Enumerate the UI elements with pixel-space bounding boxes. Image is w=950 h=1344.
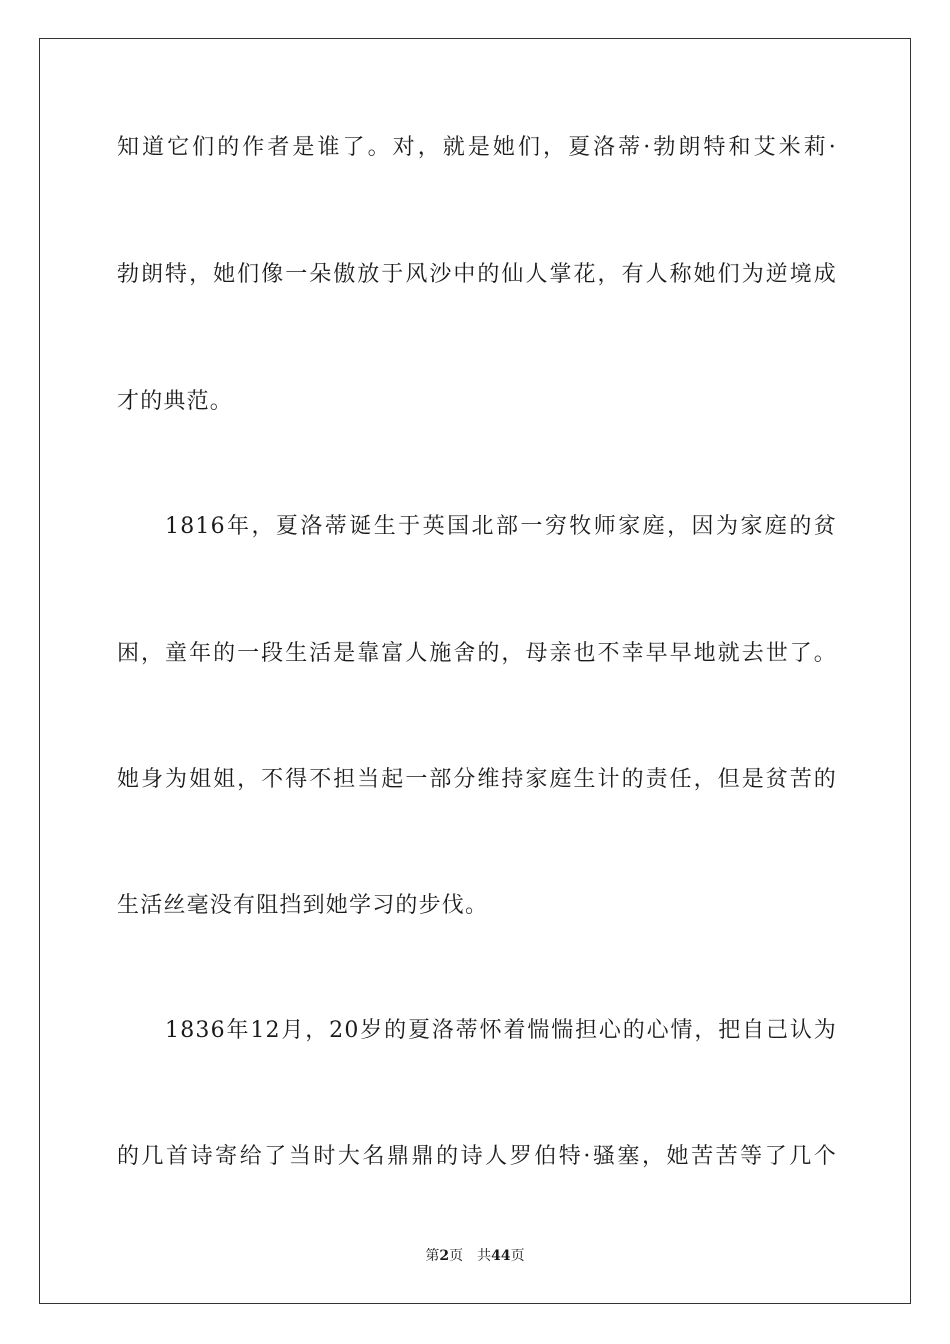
page-prefix: 第 [425,1248,440,1264]
text-line-9: 的几首诗寄给了当时大名鼎鼎的诗人罗伯特·骚塞，她苦苦等了几个 [117,1144,837,1169]
total-suffix: 页 [510,1248,525,1264]
text-line-8: 1836年12月，20岁的夏洛蒂怀着惴惴担心的心情，把自己认为 [165,1018,837,1043]
page-number: 2 [439,1248,450,1264]
text-line-7: 生活丝毫没有阻挡到她学习的步伐。 [117,893,489,918]
text-line-1: 知道它们的作者是谁了。对，就是她们，夏洛蒂·勃朗特和艾米莉· [117,135,837,160]
text-line-4: 1816年，夏洛蒂诞生于英国北部一穷牧师家庭，因为家庭的贫 [165,514,837,539]
text-line-6: 她身为姐姐，不得不担当起一部分维持家庭生计的责任，但是贫苦的 [117,767,837,792]
total-pages: 44 [491,1248,511,1264]
page-suffix: 页 [449,1248,464,1264]
text-line-5: 困，童年的一段生活是靠富人施舍的，母亲也不幸早早地就去世了。 [117,641,837,666]
page-border [39,38,911,1304]
text-line-2: 勃朗特，她们像一朵傲放于风沙中的仙人掌花，有人称她们为逆境成 [117,262,837,287]
text-line-3: 才的典范。 [117,389,234,414]
page-footer [0,1246,950,1266]
total-prefix: 共 [477,1248,492,1264]
